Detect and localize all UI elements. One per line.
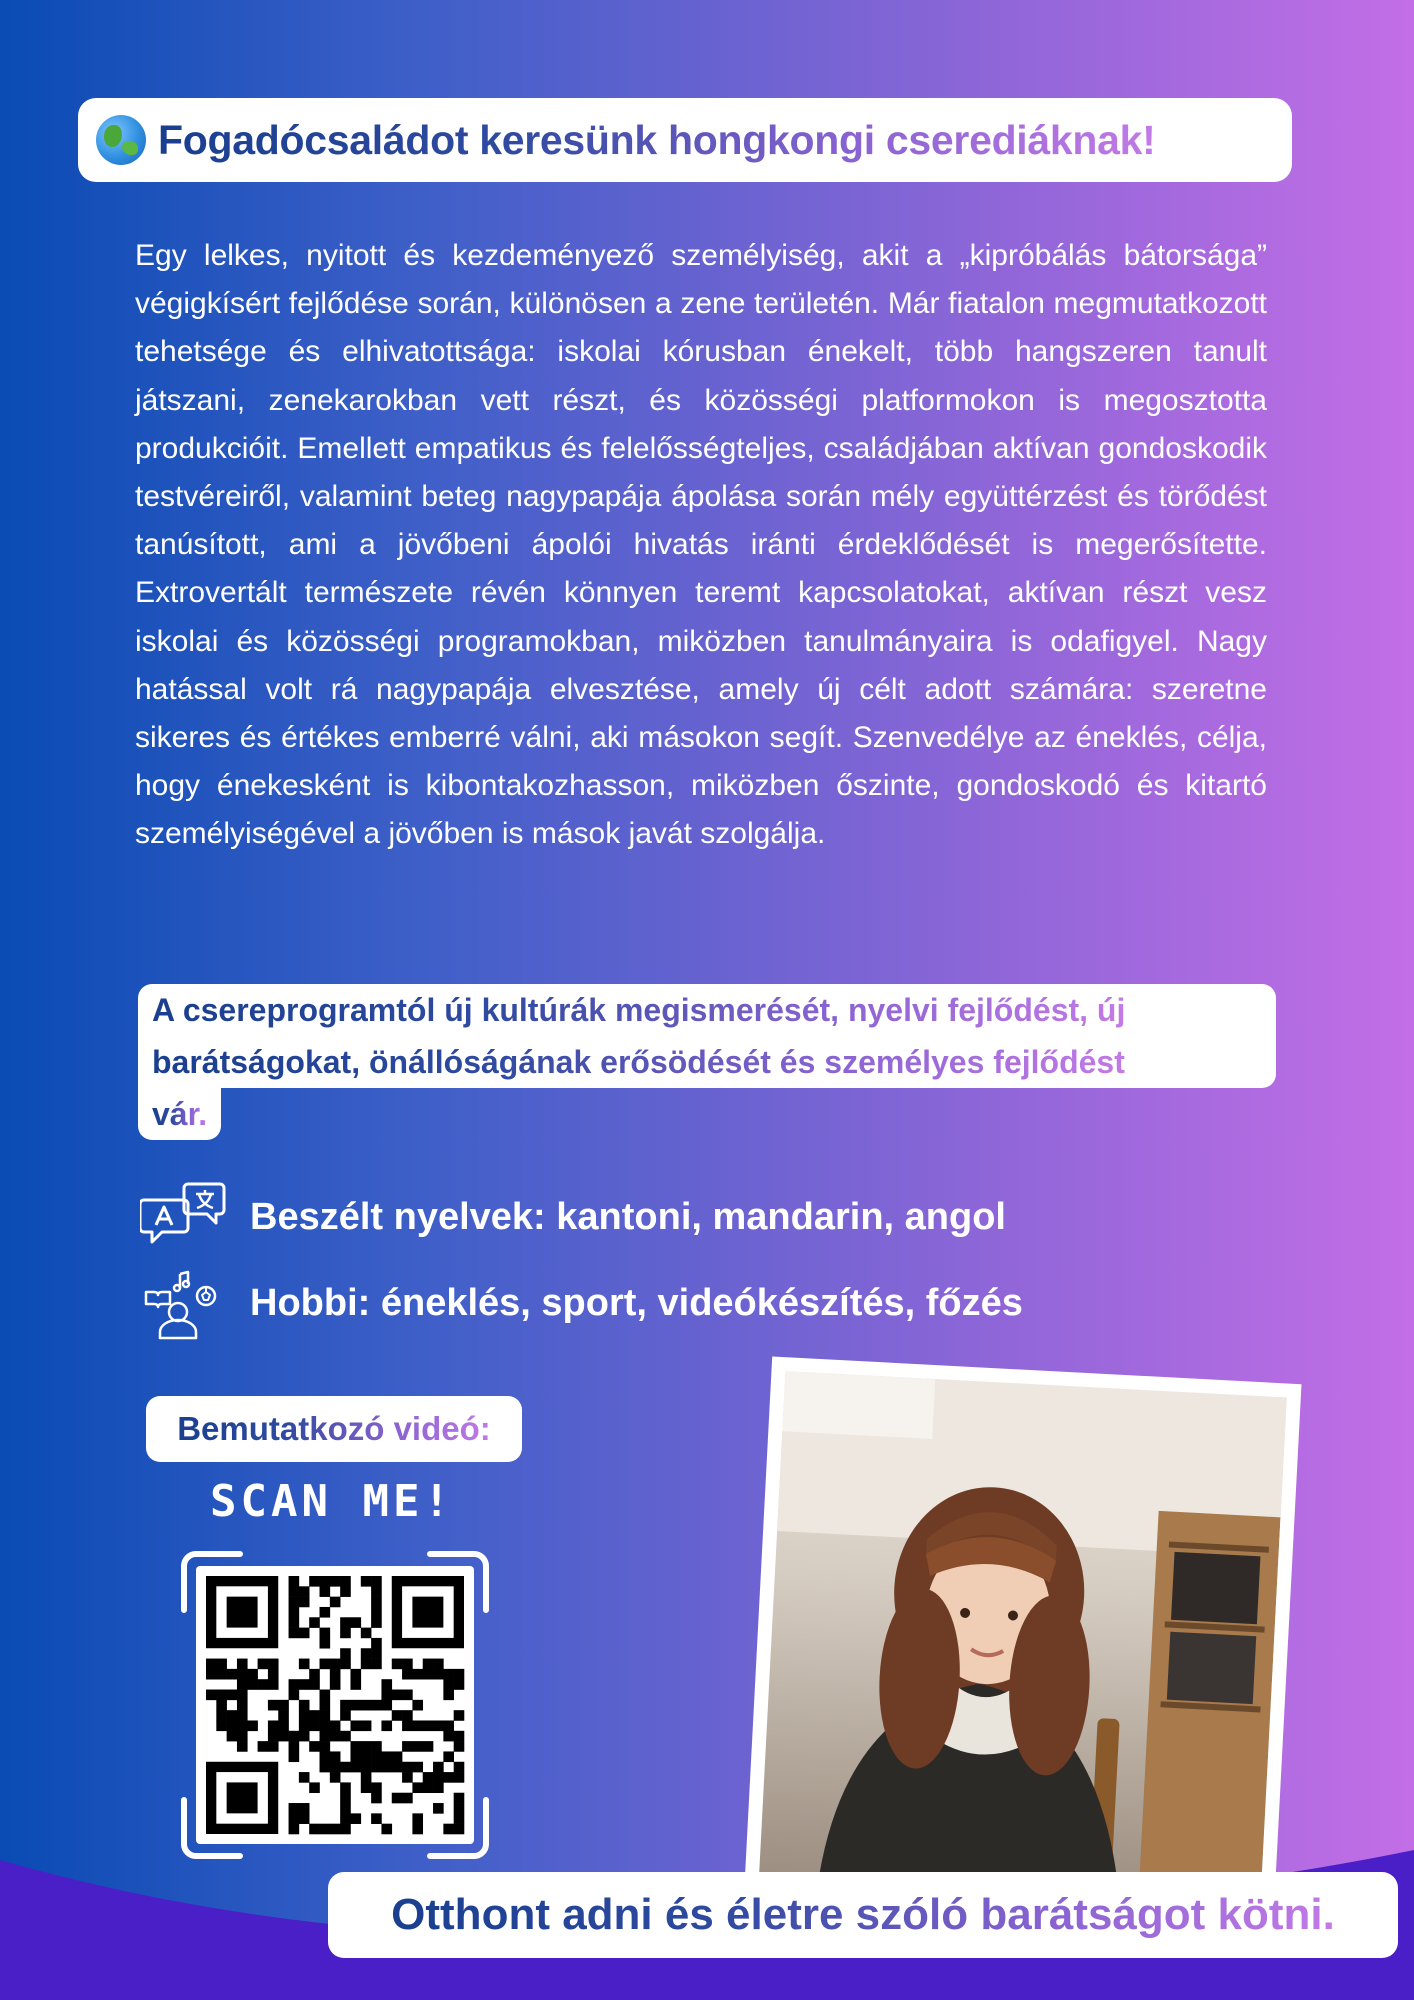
languages-row	[140, 1180, 1006, 1254]
video-label: Bemutatkozó videó:	[177, 1410, 491, 1447]
student-photo-frame	[744, 1356, 1301, 1913]
tagline-text: Otthont adni és életre szóló barátságot kötni.	[391, 1890, 1335, 1939]
qr-code[interactable]	[196, 1566, 474, 1844]
hobbies-row	[140, 1266, 1023, 1340]
languages-text: Beszélt nyelvek: kantoni, mandarin, angol	[250, 1195, 1006, 1238]
hobbies-text: Hobbi: éneklés, sport, videókészítés, főzés	[250, 1281, 1023, 1324]
student-description: Egy lelkes, nyitott és kezdeményező személyiség, akit a „kipróbálás bátorsága” végigkísért fejlődése során, különösen a zene területén. Már fiatalon megmutatkozott tehetsége és elhivatottsága: iskolai kórusban énekelt, több hangszeren tanult játszani, zenekarokban vett részt, és közösségi platformokon is megosztotta produkcióit. Emellett empatikus és felelősségteljes, családjában aktívan gondoskodik testvéreiről, valamint beteg nagypapája ápolása során mély együttérzést és törődést tanúsított, ami a jövőbeni ápolói hivatás iránti érdeklődését is megerősítette. Extrovertált természete révén könnyen teremt kapcsolatokat, aktívan részt vesz iskolai és közösségi programokban, miközben tanulmányaira is odafigyel. Nagy hatással volt rá nagypapája elvesztése, amely új célt adott számára: szeretne sikeres és értékes emberré válni, aki másokon segít. Szenvedélye az éneklés, célja, hogy énekesként is kibontakozhasson, miközben őszinte, gondoskodó és kitartó személyiségével a jövőben is mások javát szolgálja.	[135, 239, 1267, 851]
expectation-line-3: vár.	[138, 1088, 221, 1140]
expectation-box	[138, 984, 1276, 1140]
globe-icon	[96, 115, 146, 165]
student-photo	[759, 1371, 1287, 1899]
expectation-line-2: barátságokat, önállóságának erősödését és személyes fejlődést	[138, 1036, 1276, 1088]
tagline-banner	[328, 1872, 1398, 1958]
translate-icon	[140, 1180, 226, 1254]
expectation-line-1: A csereprogramtól új kultúrák megismerését, nyelvi fejlődést, új	[138, 984, 1276, 1036]
title-banner	[78, 98, 1292, 182]
video-label-pill	[146, 1396, 522, 1462]
page-title: Fogadócsaládot keresünk hongkongi cserediáknak!	[158, 116, 1156, 163]
qr-code-graphic	[196, 1566, 474, 1844]
scan-me-label: SCAN ME!	[210, 1476, 454, 1527]
hobby-icon	[140, 1266, 226, 1340]
